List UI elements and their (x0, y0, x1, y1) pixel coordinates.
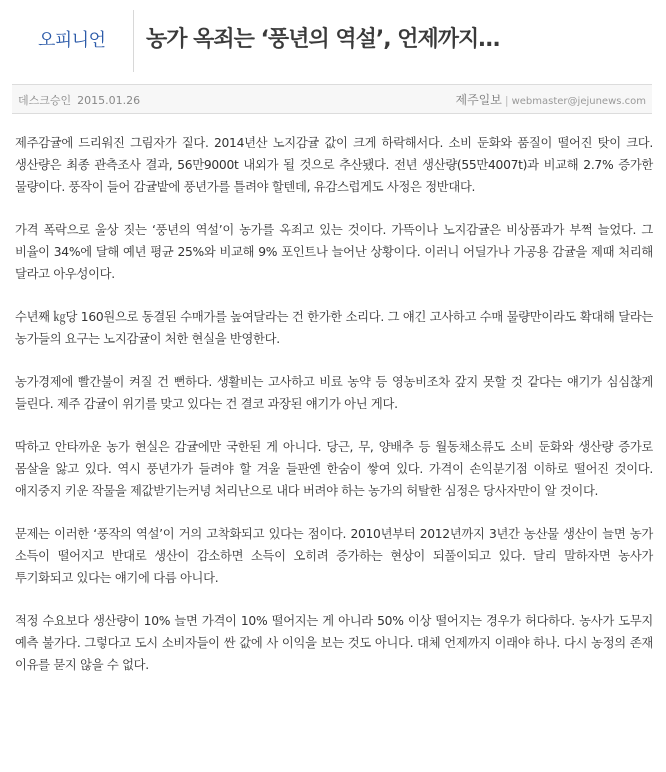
article-paragraph: 가격 폭락으로 울상 짓는 ‘풍년의 역설’이 농가를 옥죄고 있는 것이다. 가뜩이나 노지감귤은 비상품과가 부쩍 늘었다. 그 비율이 34%에 달해 예년 평균 25%와 비교해 9% 포인트나 늘어난 상황이다. 이러니 어딜가나 가공용 감귤을 제때 처리해 달라고 아우성이다. (15, 223, 653, 281)
article-paragraph: 문제는 이러한 ‘풍작의 역설’이 거의 고착화되고 있다는 점이다. 2010년부터 2012년까지 3년간 농산물 생산이 늘면 농가 소득이 떨어지고 반대로 생산이 감소하면 소득이 오히려 증가하는 현상이 되풀이되고 있다. 달리 말하자면 농사가 투기화되고 있다는 얘기에 다름 아니다. (15, 527, 653, 585)
article-paragraph: 제주감귤에 드리워진 그림자가 짙다. 2014년산 노지감귤 값이 크게 하락해서다. 소비 둔화와 품질이 떨어진 탓이 크다. 생산량은 최종 관측조사 결과, 56만9000t 내외가 될 것으로 추산됐다. 전년 생산량(55만4007t)과 비교해 2.7% 증가한 물량이다. 풍작이 들어 감귤밭에 풍년가를 틀려야 할텐데, 유감스럽게도 사정은 정반대다. (15, 136, 653, 194)
section-label[interactable]: 오피니언 (38, 30, 106, 51)
article-paragraph: 적정 수요보다 생산량이 10% 늘면 가격이 10% 떨어지는 게 아니라 50% 이상 떨어지는 경우가 허다하다. 농사가 도무지 예측 불가다. 그렇다고 도시 소비자들이 싼 값에 사 이익을 보는 것도 아니다. 대체 언제까지 이래야 하나. 다시 농정의 존재 이유를 묻지 않을 수 없다. (15, 614, 653, 672)
meta-separator: | (504, 94, 509, 107)
meta-left (18, 92, 146, 108)
article-body (15, 132, 653, 697)
article-title: 농가 옥죄는 ‘풍년의 역설’, 언제까지… (146, 27, 500, 52)
article-paragraph: 딱하고 안타까운 농가 현실은 감귤에만 국한된 게 아니다. 당근, 무, 양배추 등 월동채소류도 소비 둔화와 생산량 증가로 몸살을 앓고 있다. 역시 풍년가가 들려야 할 겨울 들판엔 한숨이 쌓여 있다. 가격이 손익분기점 이하로 떨어진 것이다. 애지중지 키운 작물을 제값받기는커녕 처리난으로 내다 버려야 하는 농가의 허탈한 심정은 당사자만이 알 것이다. (15, 440, 653, 498)
article-paragraph: 수년째 ㎏당 160원으로 동결된 수매가를 높여달라는 건 한가한 소리다. 그 얘긴 고사하고 수매 물량만이라도 확대해 달라는 농가들의 요구는 노지감귤이 처한 현실을 반영한다. (15, 310, 653, 346)
meta-right (456, 91, 647, 108)
article-paragraph: 농가경제에 빨간불이 켜질 건 뻔하다. 생활비는 고사하고 비료 농약 등 영농비조차 갚지 못할 것 같다는 얘기가 심심찮게 들린다. 제주 감귤이 위기를 맞고 있다는 건 결코 과장된 얘기가 아닌 게다. (15, 375, 653, 411)
article-meta-bar (12, 84, 652, 114)
header-divider (133, 10, 134, 72)
article-header (12, 10, 652, 72)
newspaper-name: 제주일보 (455, 93, 502, 107)
author-label: 데스크승인 (18, 94, 72, 107)
contact-email[interactable]: webmaster@jejunews.com (511, 96, 646, 107)
publish-date: 2015.01.26 (77, 94, 141, 107)
